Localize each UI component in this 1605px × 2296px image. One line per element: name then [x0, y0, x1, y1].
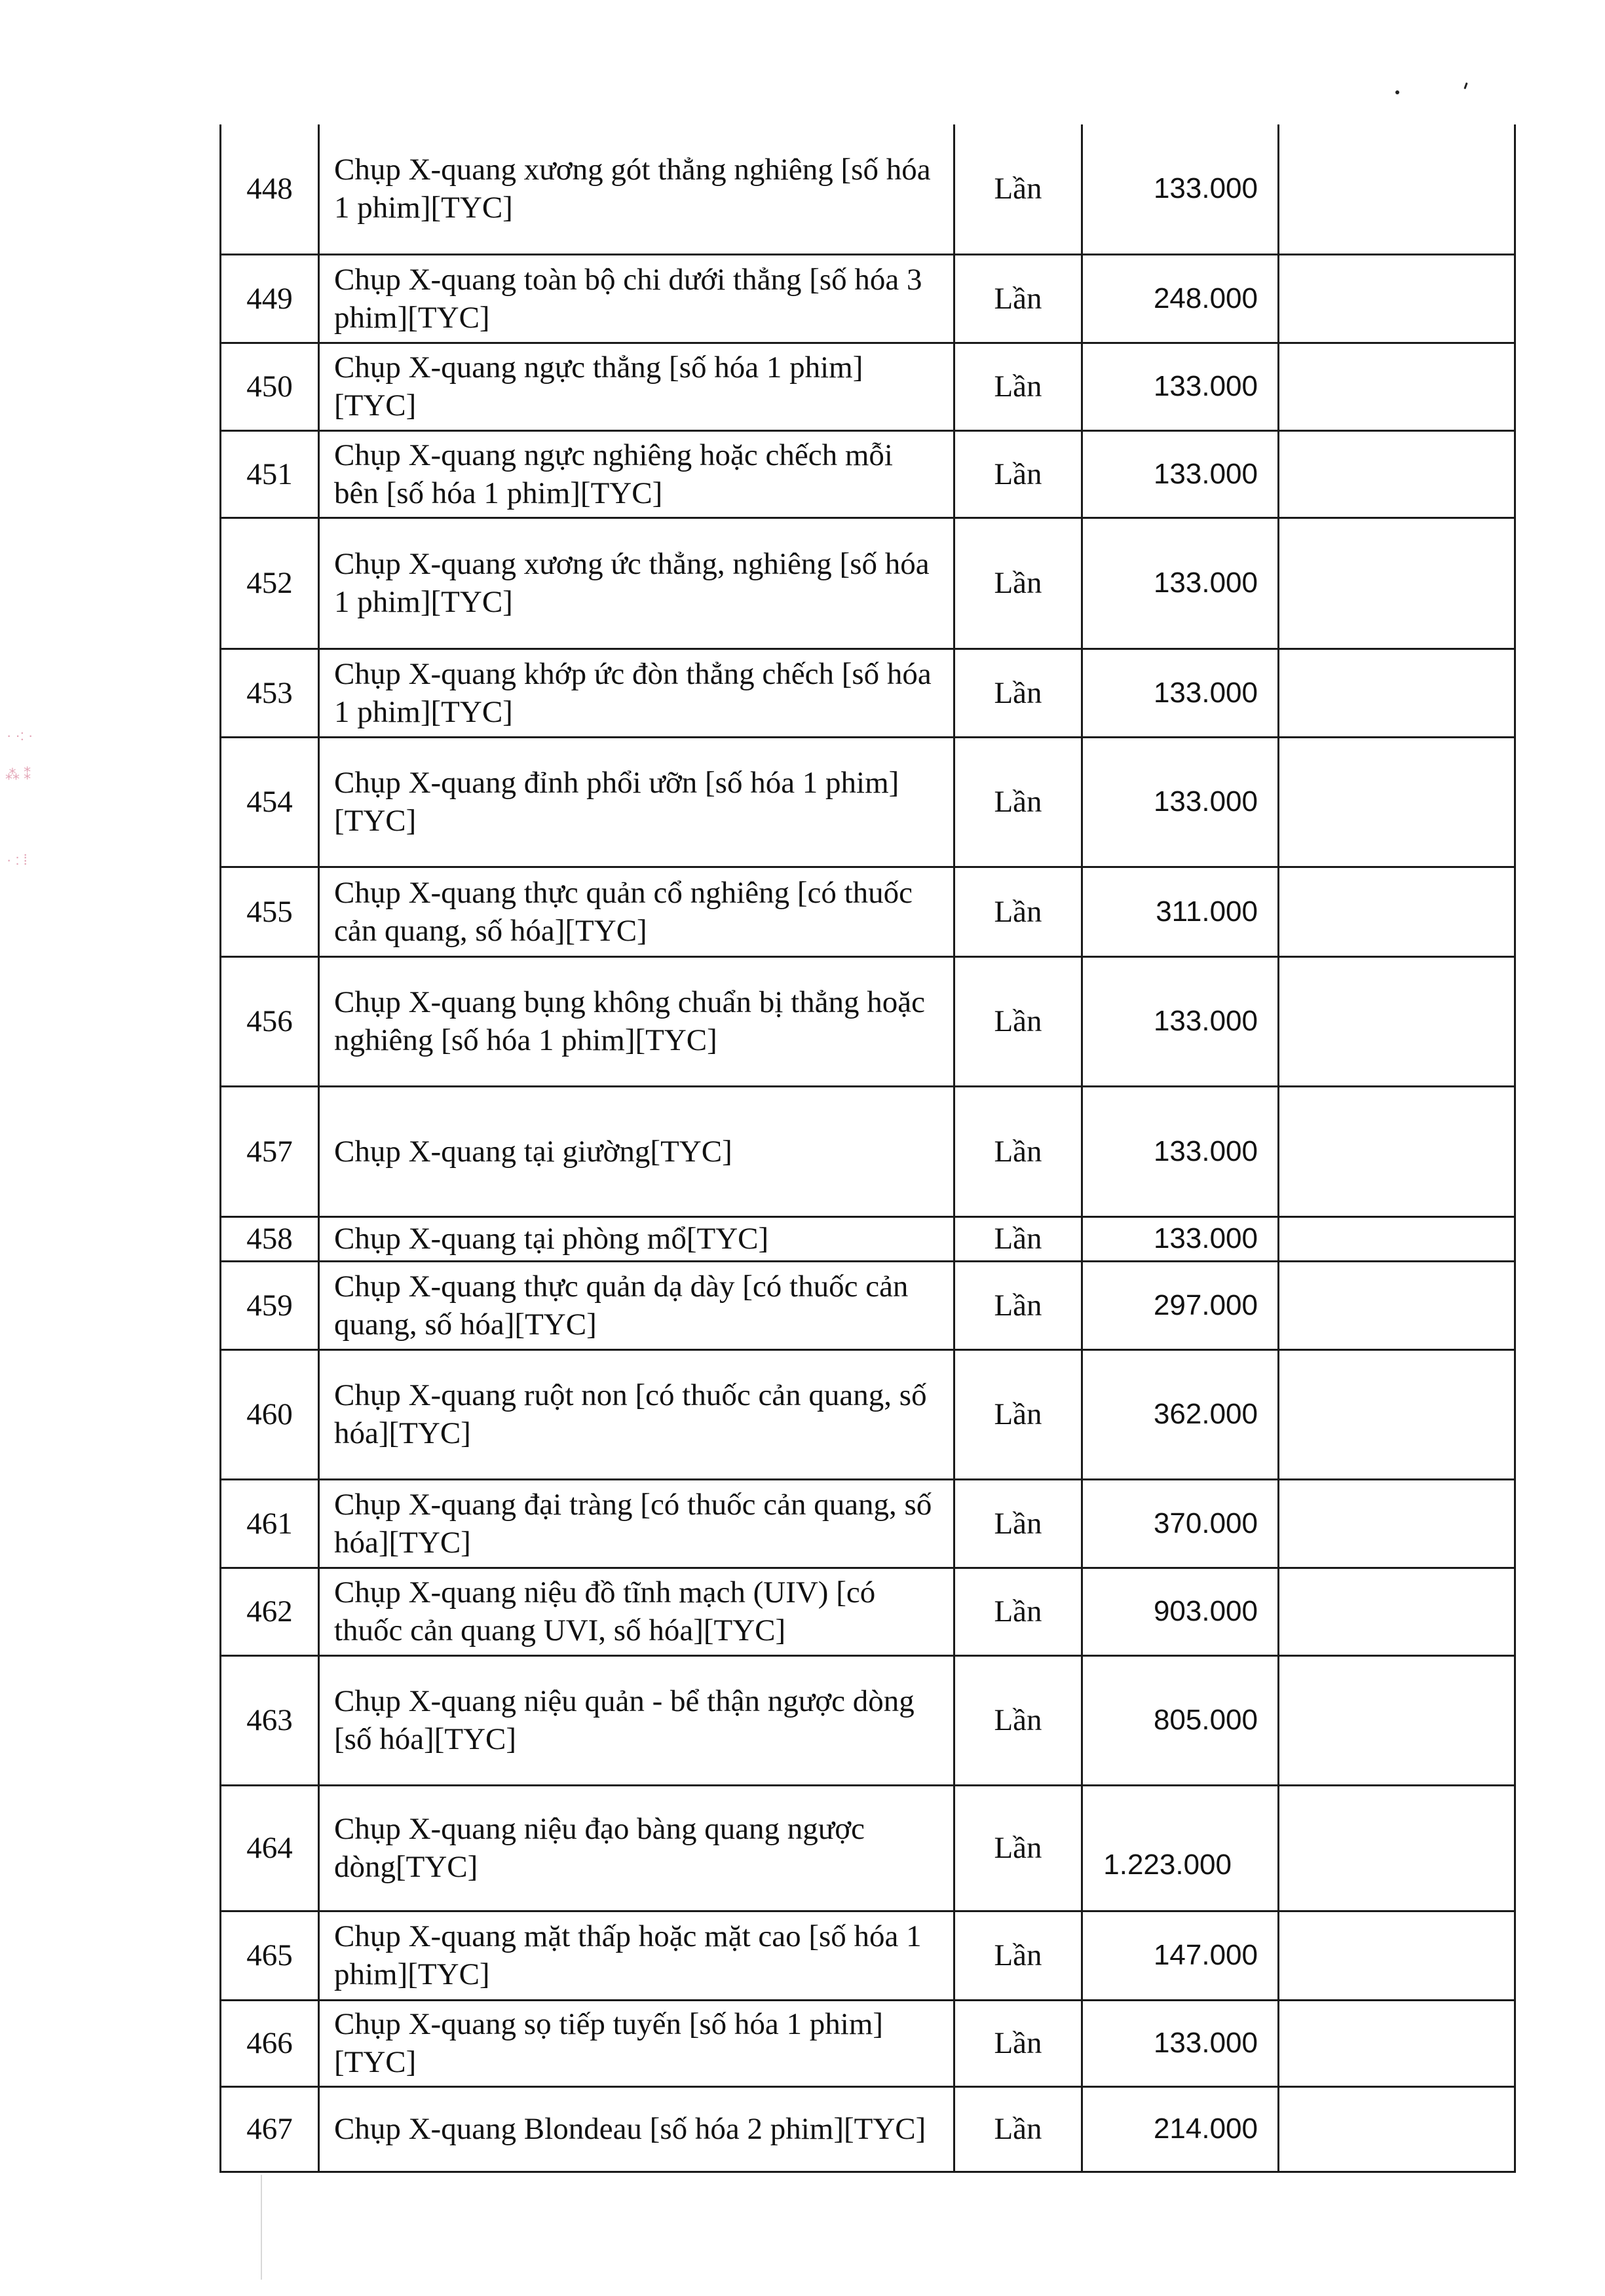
row-number: 454	[246, 785, 293, 819]
table-row	[221, 956, 1515, 1086]
table-row	[221, 1086, 1515, 1216]
price-cell	[1082, 1911, 1279, 2000]
note-cell	[1279, 1216, 1515, 1261]
service-name-cell	[319, 867, 954, 956]
price: 248.000	[1153, 282, 1258, 314]
row-number-cell	[221, 518, 319, 649]
service-name: Chụp X-quang ngực nghiêng hoặc chếch mỗi bên [số hóa 1 phim][TYC]	[334, 438, 893, 510]
table-row	[221, 1911, 1515, 2000]
row-number: 464	[246, 1831, 293, 1865]
row-number: 466	[246, 2026, 293, 2060]
note-cell	[1279, 430, 1515, 518]
service-name: Chụp X-quang niệu quản - bể thận ngược dòng [số hóa][TYC]	[334, 1684, 915, 1756]
row-number: 458	[246, 1222, 293, 1256]
note-cell	[1279, 737, 1515, 867]
note-cell	[1279, 867, 1515, 956]
unit-cell	[954, 1655, 1082, 1785]
row-number-cell	[221, 867, 319, 956]
note-cell	[1279, 649, 1515, 737]
table-row	[221, 518, 1515, 649]
price: 214.000	[1153, 2113, 1258, 2145]
row-number: 459	[246, 1288, 293, 1323]
note-cell	[1279, 254, 1515, 343]
unit-cell	[954, 518, 1082, 649]
note-cell	[1279, 124, 1515, 254]
service-name-cell	[319, 2000, 954, 2086]
price-cell	[1082, 124, 1279, 254]
table-row	[221, 430, 1515, 518]
price-cell	[1082, 1785, 1279, 1911]
unit: Lần	[994, 1703, 1042, 1737]
stamp-bleed-mark: · : ⁞	[7, 852, 28, 868]
service-name-cell	[319, 2086, 954, 2172]
price-cell	[1082, 254, 1279, 343]
unit: Lần	[994, 172, 1042, 206]
unit-cell	[954, 1568, 1082, 1655]
price-cell	[1082, 1479, 1279, 1568]
unit: Lần	[994, 566, 1042, 600]
row-number-cell	[221, 956, 319, 1086]
row-number: 452	[246, 566, 293, 600]
scan-speck	[1395, 90, 1399, 94]
table-row	[221, 2086, 1515, 2172]
row-number-cell	[221, 1911, 319, 2000]
unit: Lần	[994, 1222, 1042, 1256]
stamp-bleed-mark: ⁂ ⁑	[5, 766, 31, 783]
row-number-cell	[221, 737, 319, 867]
service-name: Chụp X-quang tại giường[TYC]	[334, 1134, 732, 1169]
table-row	[221, 1479, 1515, 1568]
unit: Lần	[994, 281, 1042, 316]
unit-cell	[954, 956, 1082, 1086]
unit: Lần	[994, 1506, 1042, 1541]
price-cell	[1082, 737, 1279, 867]
price: 311.000	[1156, 895, 1258, 928]
note-cell	[1279, 518, 1515, 649]
unit-cell	[954, 1086, 1082, 1216]
row-number-cell	[221, 1655, 319, 1785]
service-name-cell	[319, 430, 954, 518]
unit-cell	[954, 1349, 1082, 1479]
table-row	[221, 254, 1515, 343]
unit-cell	[954, 124, 1082, 254]
note-cell	[1279, 1911, 1515, 2000]
table-row	[221, 1568, 1515, 1655]
table-row	[221, 343, 1515, 430]
service-name: Chụp X-quang sọ tiếp tuyến [số hóa 1 phim][TYC]	[334, 2007, 884, 2079]
unit: Lần	[994, 2112, 1042, 2146]
service-name: Chụp X-quang ruột non [có thuốc cản quang, số hóa][TYC]	[334, 1378, 927, 1450]
price-cell	[1082, 1655, 1279, 1785]
price-cell	[1082, 867, 1279, 956]
row-number: 461	[246, 1506, 293, 1541]
unit: Lần	[994, 1594, 1042, 1628]
row-number-cell	[221, 254, 319, 343]
table-row	[221, 124, 1515, 254]
unit-cell	[954, 343, 1082, 430]
unit-cell	[954, 430, 1082, 518]
note-cell	[1279, 2000, 1515, 2086]
row-number: 451	[246, 457, 293, 491]
service-name: Chụp X-quang niệu đạo bàng quang ngược dòng[TYC]	[334, 1812, 865, 1884]
price-cell	[1082, 649, 1279, 737]
row-number: 455	[246, 894, 293, 929]
row-number-cell	[221, 1261, 319, 1349]
unit: Lần	[994, 894, 1042, 929]
row-number-cell	[221, 1785, 319, 1911]
price-cell	[1082, 430, 1279, 518]
service-name: Chụp X-quang khớp ức đòn thẳng chếch [số hóa 1 phim][TYC]	[334, 656, 932, 729]
service-name-cell	[319, 124, 954, 254]
table-row	[221, 867, 1515, 956]
price: 133.000	[1153, 567, 1258, 599]
service-name-cell	[319, 649, 954, 737]
price-cell	[1082, 1216, 1279, 1261]
note-cell	[1279, 1568, 1515, 1655]
row-number-cell	[221, 1086, 319, 1216]
service-name: Chụp X-quang đỉnh phổi ưỡn [số hóa 1 phim][TYC]	[334, 766, 899, 838]
unit: Lần	[994, 1397, 1042, 1431]
price: 133.000	[1153, 1222, 1258, 1254]
row-number: 457	[246, 1134, 293, 1169]
service-name: Chụp X-quang ngực thẳng [số hóa 1 phim][TYC]	[334, 350, 863, 423]
price: 133.000	[1153, 1005, 1258, 1037]
service-name: Chụp X-quang thực quản cổ nghiêng [có thuốc cản quang, số hóa][TYC]	[334, 875, 913, 948]
note-cell	[1279, 1349, 1515, 1479]
price-cell	[1082, 1261, 1279, 1349]
table-row	[221, 1785, 1515, 1911]
price: 133.000	[1153, 785, 1258, 818]
service-name-cell	[319, 1216, 954, 1261]
service-name-cell	[319, 1479, 954, 1568]
price: 147.000	[1153, 1939, 1258, 1971]
row-number-cell	[221, 1568, 319, 1655]
row-number-cell	[221, 1479, 319, 1568]
unit-cell	[954, 1785, 1082, 1911]
row-number-cell	[221, 430, 319, 518]
note-cell	[1279, 1479, 1515, 1568]
service-name: Chụp X-quang toàn bộ chi dưới thẳng [số hóa 3 phim][TYC]	[334, 262, 922, 335]
service-name-cell	[319, 737, 954, 867]
unit: Lần	[994, 2026, 1042, 2060]
stamp-bleed-mark: · ·: ·	[7, 727, 33, 743]
service-name: Chụp X-quang Blondeau [số hóa 2 phim][TYC]	[334, 2112, 926, 2146]
service-name-cell	[319, 518, 954, 649]
note-cell	[1279, 1261, 1515, 1349]
unit: Lần	[994, 369, 1042, 404]
service-name-cell	[319, 1349, 954, 1479]
price-table	[219, 124, 1516, 2173]
note-cell	[1279, 2086, 1515, 2172]
unit-cell	[954, 254, 1082, 343]
price: 297.000	[1153, 1289, 1258, 1321]
unit-cell	[954, 1479, 1082, 1568]
price-cell	[1082, 518, 1279, 649]
service-name: Chụp X-quang xương gót thẳng nghiêng [số hóa 1 phim][TYC]	[334, 153, 931, 225]
table-row	[221, 1349, 1515, 1479]
row-number: 467	[246, 2112, 293, 2146]
service-name: Chụp X-quang xương ức thẳng, nghiêng [số hóa 1 phim][TYC]	[334, 547, 930, 619]
price: 133.000	[1153, 172, 1258, 205]
row-number-cell	[221, 1216, 319, 1261]
service-name: Chụp X-quang niệu đồ tĩnh mạch (UIV) [có thuốc cản quang UVI, số hóa][TYC]	[334, 1575, 876, 1647]
unit: Lần	[994, 1288, 1042, 1323]
service-name-cell	[319, 1911, 954, 2000]
unit-cell	[954, 2086, 1082, 2172]
unit: Lần	[994, 1004, 1042, 1038]
row-number: 448	[246, 172, 293, 206]
note-cell	[1279, 1655, 1515, 1785]
unit-cell	[954, 1911, 1082, 2000]
service-name: Chụp X-quang đại tràng [có thuốc cản quang, số hóa][TYC]	[334, 1487, 932, 1560]
row-number: 449	[246, 281, 293, 316]
price: 903.000	[1153, 1595, 1258, 1627]
price: 133.000	[1153, 2027, 1258, 2059]
row-number-cell	[221, 1349, 319, 1479]
unit-cell	[954, 737, 1082, 867]
scan-artifact-line	[261, 2175, 262, 2280]
unit: Lần	[994, 1831, 1042, 1865]
service-name: Chụp X-quang thực quản dạ dày [có thuốc cản quang, số hóa][TYC]	[334, 1269, 909, 1342]
table-row	[221, 2000, 1515, 2086]
row-number: 450	[246, 369, 293, 404]
table-row	[221, 737, 1515, 867]
table-row	[221, 1216, 1515, 1261]
service-name-cell	[319, 1655, 954, 1785]
table-row	[221, 649, 1515, 737]
unit: Lần	[994, 457, 1042, 491]
price: 133.000	[1153, 1135, 1258, 1167]
row-number-cell	[221, 2000, 319, 2086]
note-cell	[1279, 1086, 1515, 1216]
row-number: 456	[246, 1004, 293, 1038]
note-cell	[1279, 1785, 1515, 1911]
unit-cell	[954, 2000, 1082, 2086]
row-number: 465	[246, 1938, 293, 1972]
price-cell	[1082, 2086, 1279, 2172]
service-name-cell	[319, 1086, 954, 1216]
price: 133.000	[1153, 676, 1258, 709]
price: 362.000	[1153, 1398, 1258, 1430]
service-name-cell	[319, 1568, 954, 1655]
price: 1.223.000	[1103, 1849, 1232, 1881]
table-row	[221, 1655, 1515, 1785]
row-number: 460	[246, 1397, 293, 1431]
unit: Lần	[994, 675, 1042, 710]
unit-cell	[954, 867, 1082, 956]
price: 370.000	[1153, 1507, 1258, 1539]
service-name: Chụp X-quang tại phòng mổ[TYC]	[334, 1222, 769, 1256]
unit: Lần	[994, 1938, 1042, 1972]
unit: Lần	[994, 1134, 1042, 1169]
unit: Lần	[994, 785, 1042, 819]
service-name-cell	[319, 254, 954, 343]
row-number: 463	[246, 1703, 293, 1737]
row-number-cell	[221, 2086, 319, 2172]
price-cell	[1082, 1086, 1279, 1216]
service-name-cell	[319, 343, 954, 430]
unit-cell	[954, 1216, 1082, 1261]
row-number: 453	[246, 675, 293, 710]
price: 805.000	[1153, 1704, 1258, 1736]
price-cell	[1082, 343, 1279, 430]
service-name: Chụp X-quang mặt thấp hoặc mặt cao [số hóa 1 phim][TYC]	[334, 1919, 922, 1991]
price-cell	[1082, 1349, 1279, 1479]
row-number-cell	[221, 343, 319, 430]
service-name-cell	[319, 1785, 954, 1911]
table-row	[221, 1261, 1515, 1349]
price: 133.000	[1153, 457, 1258, 490]
price: 133.000	[1153, 370, 1258, 402]
note-cell	[1279, 343, 1515, 430]
row-number-cell	[221, 124, 319, 254]
note-cell	[1279, 956, 1515, 1086]
unit-cell	[954, 649, 1082, 737]
unit-cell	[954, 1261, 1082, 1349]
service-name-cell	[319, 956, 954, 1086]
price-cell	[1082, 1568, 1279, 1655]
row-number: 462	[246, 1594, 293, 1628]
price-cell	[1082, 2000, 1279, 2086]
row-number-cell	[221, 649, 319, 737]
service-name: Chụp X-quang bụng không chuẩn bị thẳng hoặc nghiêng [số hóa 1 phim][TYC]	[334, 985, 925, 1057]
service-name-cell	[319, 1261, 954, 1349]
scan-speck	[1463, 83, 1467, 89]
price-cell	[1082, 956, 1279, 1086]
